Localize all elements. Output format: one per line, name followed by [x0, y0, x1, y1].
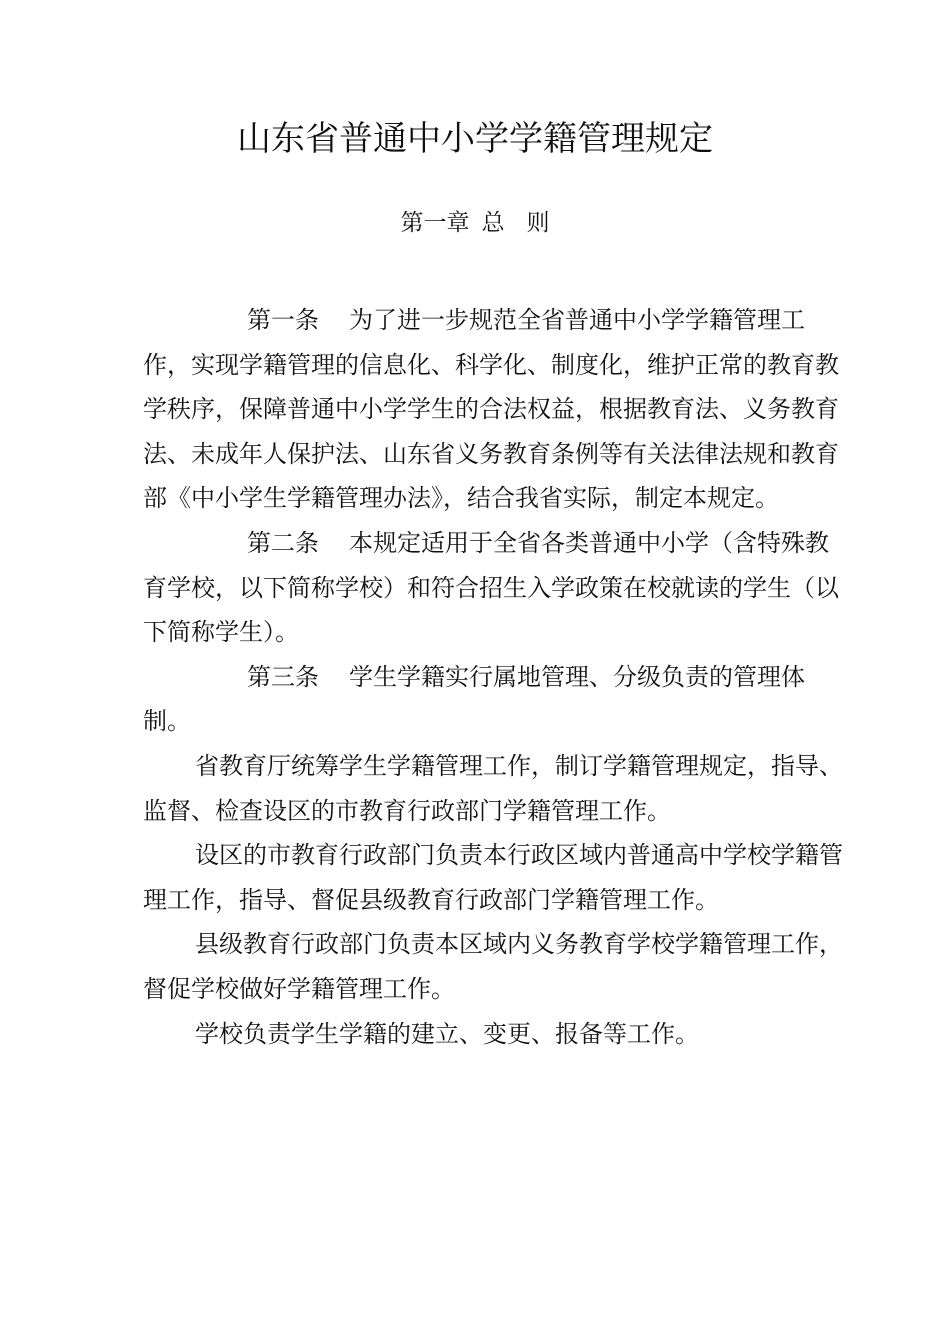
article-text: 学生学籍实行属地管理、分级负责的管理体制。: [143, 662, 805, 736]
article-3-paragraph: [143, 655, 843, 744]
article-text: 为了进一步规范全省普通中小学学籍管理工作，实现学籍管理的信息化、科学化、制度化，维护正常的教育教学秩序，保障普通中小学学生的合法权益，根据教育法、义务教育法、未成年人保护法、山东省义务教育条例等有关法律法规和教育部《中小学生学籍管理办法》，结合我省实际，制定本规定。: [143, 306, 839, 513]
document-title: 山东省普通中小学学籍管理规定: [237, 118, 713, 159]
article-1-paragraph: [143, 298, 843, 521]
article-text: 本规定适用于全省各类普通中小学（含特殊教育学校，以下简称学校）和符合招生入学政策在校就读的学生（以下简称学生）。: [143, 528, 839, 647]
chapter-number: 第一章: [400, 210, 470, 236]
chapter-name-part2: 则: [526, 210, 550, 236]
paragraph-text: 省教育厅统筹学生学籍管理工作，制订学籍管理规定，指导、监督、检查设区的市教育行政部门学籍管理工作。: [143, 751, 843, 825]
article-number: 第二条: [247, 528, 319, 557]
provincial-duty-paragraph: [143, 744, 843, 833]
article-number: 第三条: [247, 662, 319, 691]
article-number: 第一条: [247, 306, 319, 334]
paragraph-text: 设区的市教育行政部门负责本行政区域内普通高中学校学籍管理工作，指导、督促县级教育行政部门学籍管理工作。: [143, 841, 843, 914]
school-duty-paragraph: [143, 1012, 843, 1057]
paragraph-text: 县级教育行政部门负责本区域内义务教育学校学籍管理工作，督促学校做好学籍管理工作。: [143, 930, 843, 1003]
chapter-heading: [0, 203, 950, 243]
county-duty-paragraph: [143, 922, 843, 1011]
city-duty-paragraph: [143, 833, 843, 922]
chapter-name-part1: 总: [481, 210, 505, 236]
document-body: [143, 298, 843, 1056]
paragraph-text: 学校负责学生学籍的建立、变更、报备等工作。: [195, 1019, 699, 1048]
article-2-paragraph: [143, 521, 843, 655]
